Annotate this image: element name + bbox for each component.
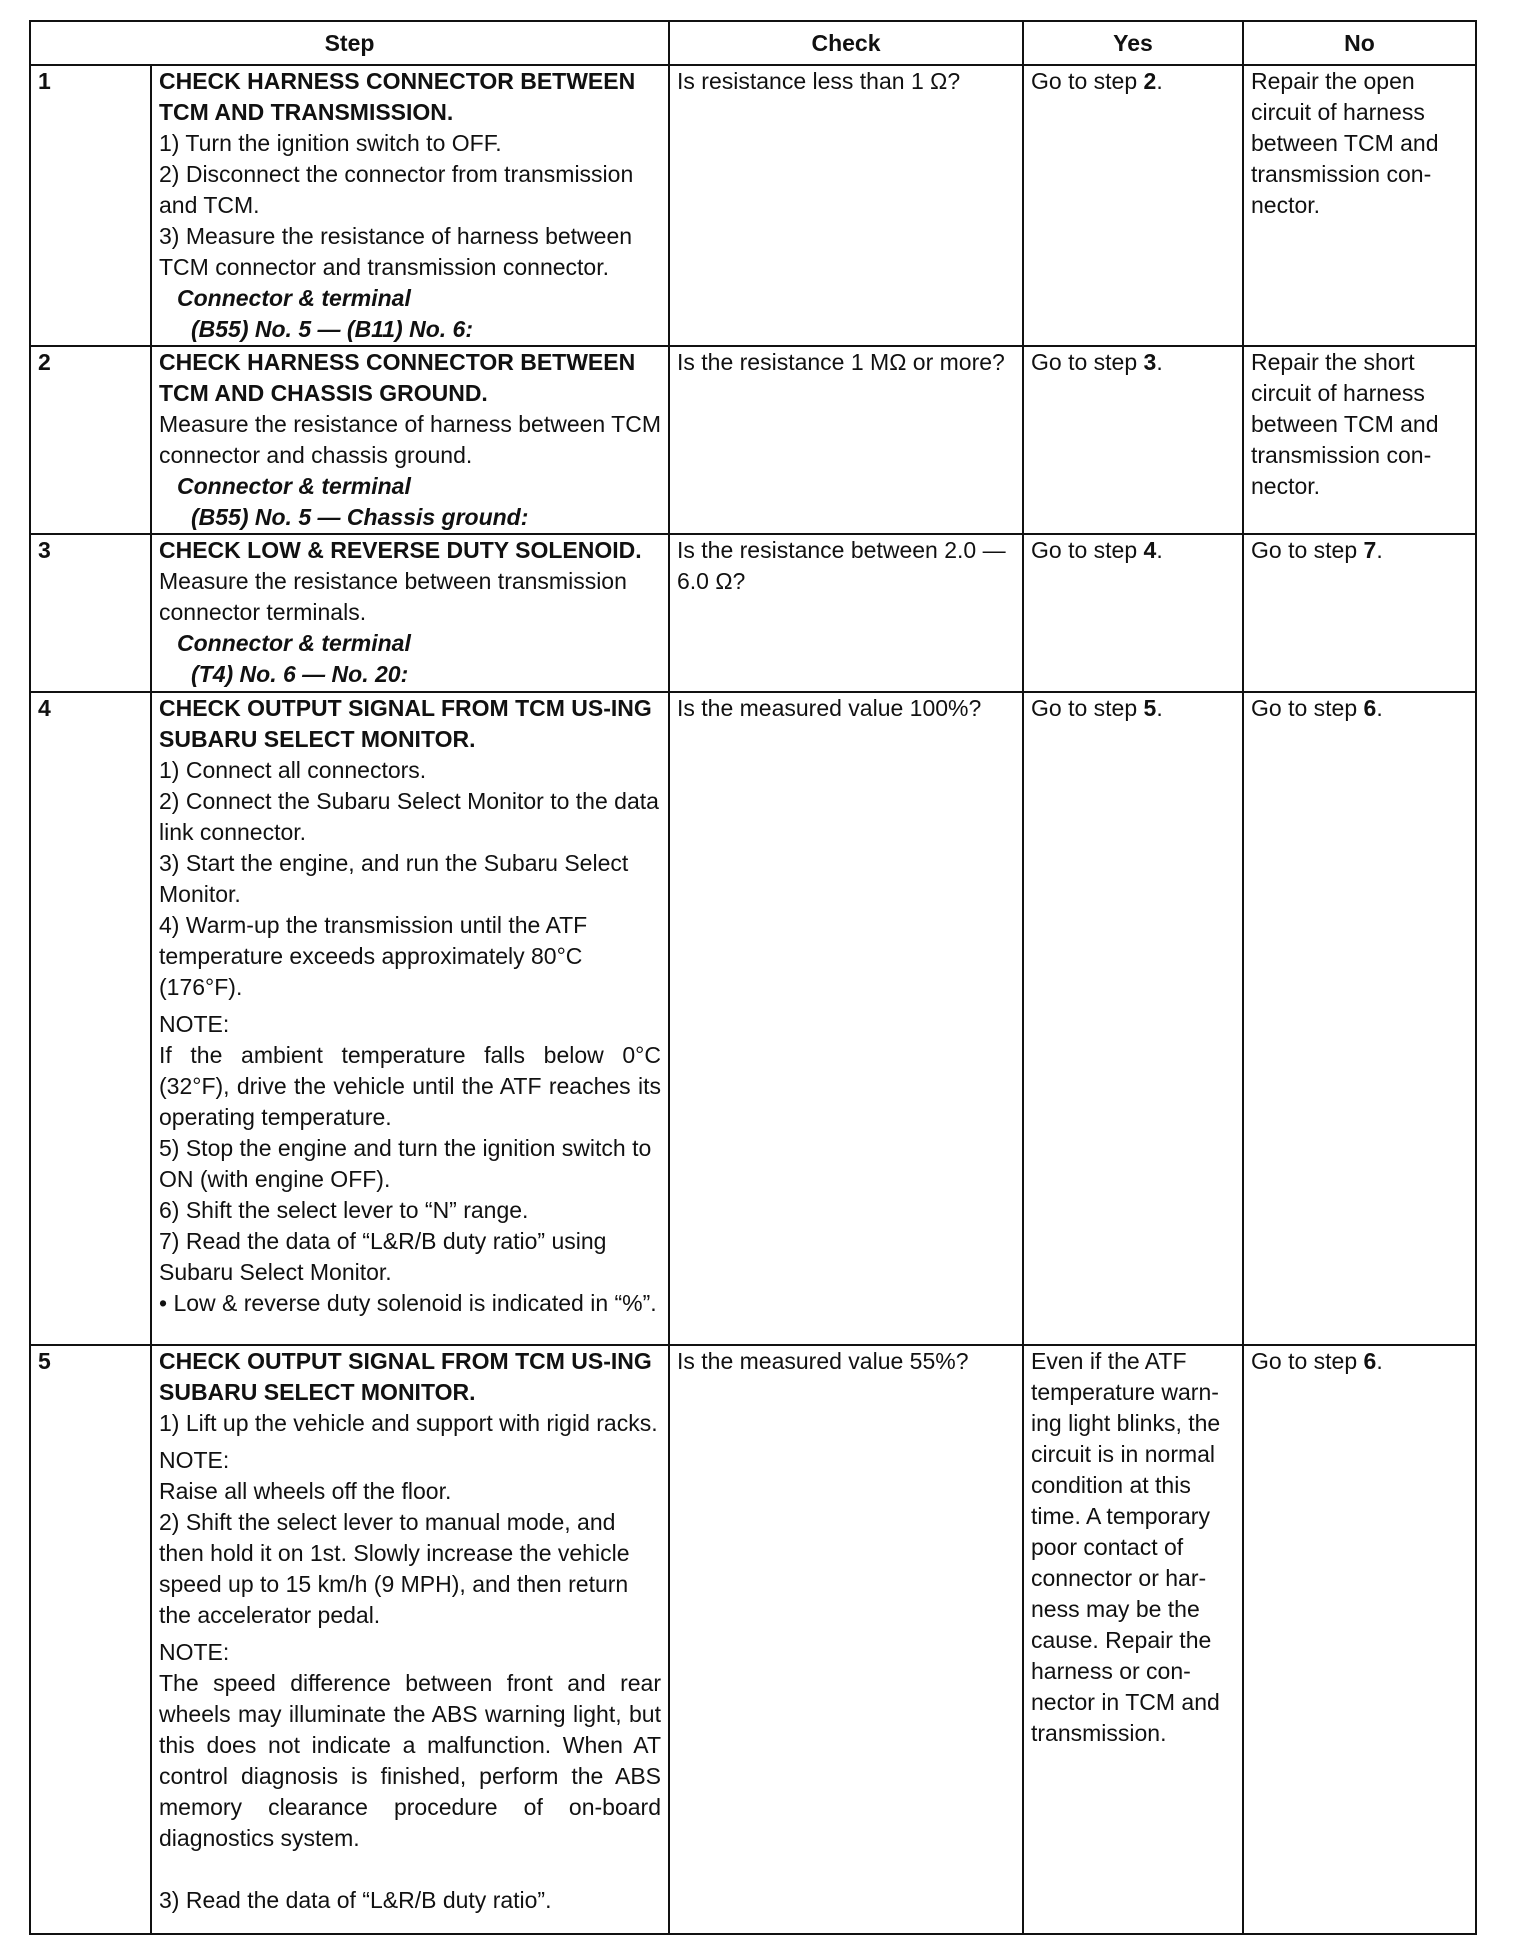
no-suffix: . [1376, 537, 1383, 563]
connector-value: (T4) No. 6 — No. 20: [191, 661, 409, 687]
connector-value: (B55) No. 5 — Chassis ground: [191, 504, 529, 530]
no-cell [1243, 692, 1476, 1345]
step-cell [151, 534, 669, 692]
step-line: 3) Start the engine, and run the Subaru Select Monitor. [159, 850, 629, 907]
yes-step: 4 [1143, 537, 1157, 563]
check-cell: Is the resistance between 2.0 — 6.0 Ω? [669, 534, 1023, 692]
diagnostic-table [29, 20, 1477, 1935]
no-step: 6 [1363, 695, 1377, 721]
note-label: NOTE: [159, 1011, 230, 1037]
step-line: 1) Turn the ignition switch to OFF. [159, 130, 502, 156]
no-prefix: Go to step [1251, 1348, 1364, 1374]
header-yes: Yes [1023, 21, 1243, 65]
step-line: 1) Connect all connectors. [159, 757, 427, 783]
note-label: NOTE: [159, 1447, 230, 1473]
note-text: Raise all wheels off the floor. [159, 1478, 452, 1504]
step-cell [151, 346, 669, 534]
step-number: 5 [30, 1345, 151, 1934]
check-cell: Is the measured value 100%? [669, 692, 1023, 1345]
connector-label: Connector & terminal [177, 473, 411, 499]
no-step: 7 [1363, 537, 1377, 563]
yes-cell [1023, 692, 1243, 1345]
bullet-line: • Low & reverse duty solenoid is indicated in “%”. [159, 1290, 657, 1316]
yes-prefix: Go to step [1031, 695, 1144, 721]
step-title: CHECK HARNESS CONNECTOR BETWEEN TCM AND TRANSMISSION. [159, 68, 636, 125]
table-row [30, 1345, 1476, 1934]
no-cell: Repair the short circuit of harness between TCM and transmission con-nector. [1243, 346, 1476, 534]
check-cell: Is the resistance 1 MΩ or more? [669, 346, 1023, 534]
no-step: 6 [1363, 1348, 1377, 1374]
step-number: 4 [30, 692, 151, 1345]
yes-cell: Even if the ATF temperature warn-ing light blinks, the circuit is in normal condition at this time. A temporary poor contact of connector or har-ness may be the cause. Repair the harness or con-nector in TCM and transmission. [1023, 1345, 1243, 1934]
check-cell: Is the measured value 55%? [669, 1345, 1023, 1934]
step-line: 4) Warm-up the transmission until the ATF temperature exceeds approximately 80°C (176°F). [159, 912, 588, 1000]
step-line: 2) Shift the select lever to manual mode, and then hold it on 1st. Slowly increase the vehicle speed up to 15 km/h (9 MPH), and then return the accelerator pedal. [159, 1509, 630, 1628]
step-line: Measure the resistance between transmission connector terminals. [159, 568, 627, 625]
yes-suffix: . [1156, 349, 1163, 375]
step-cell [151, 1345, 669, 1934]
check-cell: Is resistance less than 1 Ω? [669, 65, 1023, 346]
no-cell [1243, 534, 1476, 692]
step-title: CHECK HARNESS CONNECTOR BETWEEN TCM AND CHASSIS GROUND. [159, 349, 636, 406]
step-title: CHECK OUTPUT SIGNAL FROM TCM US-ING SUBARU SELECT MONITOR. [159, 1348, 652, 1405]
step-cell [151, 65, 669, 346]
no-cell: Repair the open circuit of harness between TCM and transmission con-nector. [1243, 65, 1476, 346]
step-cell [151, 692, 669, 1345]
yes-cell [1023, 346, 1243, 534]
step-number: 1 [30, 65, 151, 346]
step-line: 6) Shift the select lever to “N” range. [159, 1197, 529, 1223]
header-check: Check [669, 21, 1023, 65]
step-title: CHECK LOW & REVERSE DUTY SOLENOID. [159, 537, 642, 563]
step-line: 3) Measure the resistance of harness between TCM connector and transmission connector. [159, 223, 633, 280]
yes-prefix: Go to step [1031, 537, 1144, 563]
yes-prefix: Go to step [1031, 349, 1144, 375]
step-line: 2) Connect the Subaru Select Monitor to the data link connector. [159, 788, 659, 845]
step-line: Measure the resistance of harness between TCM connector and chassis ground. [159, 411, 661, 468]
table-row [30, 692, 1476, 1345]
table-row [30, 346, 1476, 534]
yes-suffix: . [1156, 537, 1163, 563]
step-number: 3 [30, 534, 151, 692]
yes-cell [1023, 65, 1243, 346]
connector-label: Connector & terminal [177, 630, 411, 656]
note-label: NOTE: [159, 1639, 230, 1665]
step-line: 5) Stop the engine and turn the ignition switch to ON (with engine OFF). [159, 1135, 652, 1192]
spacer [159, 1854, 661, 1885]
yes-step: 5 [1143, 695, 1157, 721]
yes-cell [1023, 534, 1243, 692]
step-title: CHECK OUTPUT SIGNAL FROM TCM US-ING SUBARU SELECT MONITOR. [159, 695, 652, 752]
yes-prefix: Go to step [1031, 68, 1144, 94]
table-row [30, 534, 1476, 692]
note-text: If the ambient temperature falls below 0°C (32°F), drive the vehicle until the ATF reaches its operating temperature. [159, 1042, 661, 1130]
step-number: 2 [30, 346, 151, 534]
yes-step: 2 [1143, 68, 1157, 94]
no-suffix: . [1376, 1348, 1383, 1374]
yes-suffix: . [1156, 695, 1163, 721]
note-text: The speed difference between front and rear wheels may illuminate the ABS warning light, but this does not indicate a malfunction. When AT control diagnosis is finished, perform the ABS memory clearance procedure of on-board diagnostics system. [159, 1670, 661, 1851]
step-line: 3) Read the data of “L&R/B duty ratio”. [159, 1887, 552, 1913]
step-line: 2) Disconnect the connector from transmission and TCM. [159, 161, 634, 218]
table-header-row [30, 21, 1476, 65]
no-cell [1243, 1345, 1476, 1934]
header-step: Step [30, 21, 669, 65]
no-prefix: Go to step [1251, 537, 1364, 563]
step-line: 7) Read the data of “L&R/B duty ratio” using Subaru Select Monitor. [159, 1228, 607, 1285]
no-prefix: Go to step [1251, 695, 1364, 721]
header-no: No [1243, 21, 1476, 65]
connector-value: (B55) No. 5 — (B11) No. 6: [191, 316, 473, 342]
step-line: 1) Lift up the vehicle and support with rigid racks. [159, 1410, 658, 1436]
no-suffix: . [1376, 695, 1383, 721]
yes-suffix: . [1156, 68, 1163, 94]
yes-step: 3 [1143, 349, 1157, 375]
connector-label: Connector & terminal [177, 285, 411, 311]
table-row [30, 65, 1476, 346]
